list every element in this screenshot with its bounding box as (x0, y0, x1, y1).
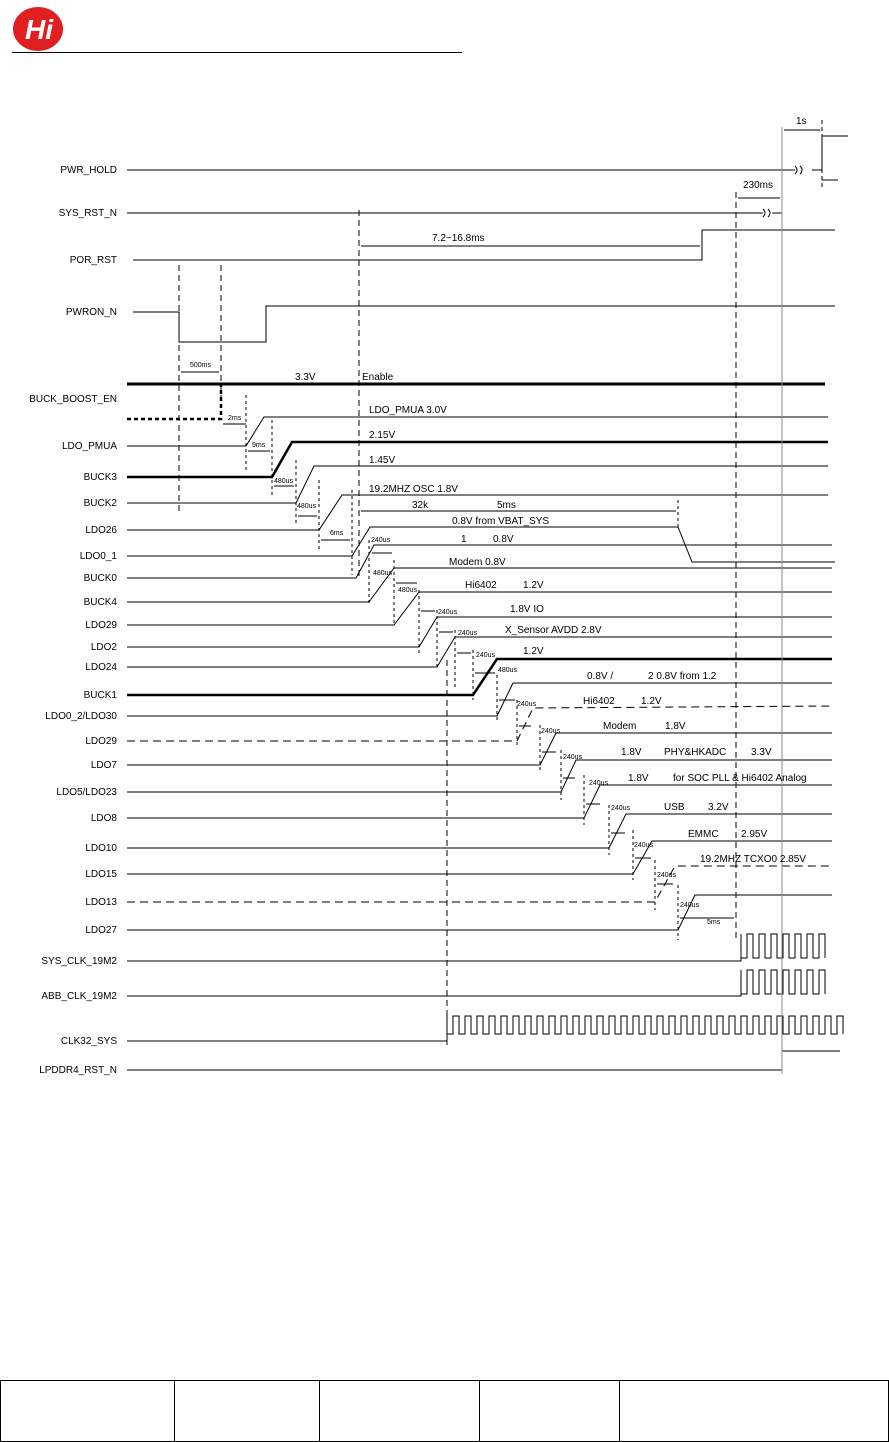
voltage-label: 2.15V (369, 430, 396, 441)
voltage-label: 1.45V (369, 455, 396, 466)
signal-label: LDO29 (85, 620, 117, 631)
timing-label: 480us (297, 503, 317, 510)
timing-label: 480us (274, 478, 294, 485)
rail-label: Hi6402 (465, 580, 497, 591)
timing-label: 32k (412, 500, 429, 511)
footer-table (0, 1380, 889, 1442)
signal-label: LDO0_1 (79, 551, 117, 562)
timing-label: 240us (541, 728, 561, 735)
rail-label: USB (664, 802, 685, 813)
signal-label: LDO24 (85, 662, 117, 673)
signal-label: BUCK0 (83, 573, 117, 584)
signal-label: PWRON_N (65, 307, 117, 318)
rail-label: 19.2MHZ TCXO0 2.85V (700, 854, 806, 865)
timing-label: 500ms (190, 362, 212, 369)
rail-label: Hi6402 (583, 696, 615, 707)
voltage-label: 1 (461, 534, 467, 545)
signal-label: LDO10 (85, 843, 117, 854)
timing-label: 7.2~16.8ms (432, 233, 485, 244)
timing-label: 240us (589, 780, 609, 787)
timing-label: 240us (657, 872, 677, 879)
timing-label: 5ms (497, 500, 516, 511)
signal-label: LDO7 (90, 760, 117, 771)
timing-label: 240us (517, 701, 537, 708)
timing-label: 240us (458, 630, 478, 637)
rail-label: 2 0.8V from 1.2 (648, 671, 717, 682)
signal-label: POR_RST (69, 255, 117, 266)
voltage-label: 3.2V (708, 802, 729, 813)
rail-label: 0.8V from VBAT_SYS (452, 516, 550, 527)
signal-label: BUCK_BOOST_EN (29, 394, 117, 405)
footer-cell (175, 1381, 320, 1442)
rail-label: 19.2MHZ OSC 1.8V (369, 484, 458, 495)
signal-label: SYS_CLK_19M2 (41, 956, 117, 967)
rail-label: X_Sensor AVDD 2.8V (505, 625, 602, 636)
voltage-label: 1.2V (641, 696, 662, 707)
footer-cell (1, 1381, 175, 1442)
signal-label: BUCK3 (83, 472, 117, 483)
voltage-label: 1.8V (628, 773, 649, 784)
timing-label: 240us (371, 537, 391, 544)
logo-text: Hi (25, 14, 53, 45)
signal-label: LDO15 (85, 869, 117, 880)
signal-label: BUCK1 (83, 690, 117, 701)
signal-label: LDO5/LDO23 (56, 787, 117, 798)
footer-cell (480, 1381, 620, 1442)
signal-label: LDO8 (90, 813, 117, 824)
signal-label: LDO29 (85, 736, 117, 747)
signal-label: LDO27 (85, 925, 117, 936)
voltage-label: 2.95V (741, 829, 768, 840)
timing-label: 2ms (228, 415, 242, 422)
footer-cell (620, 1381, 889, 1442)
signal-label: SYS_RST_N (58, 208, 117, 219)
voltage-label: 1.2V (523, 646, 544, 657)
timing-label: 240us (476, 652, 496, 659)
timing-label: 240us (634, 842, 654, 849)
signal-label: BUCK4 (83, 597, 117, 608)
timing-label: 5ms (707, 919, 721, 926)
voltage-label: 0.8V (493, 534, 514, 545)
signal-label: PWR_HOLD (60, 165, 117, 176)
voltage-label: 1.8V (665, 721, 686, 732)
signal-label: LPDDR4_RST_N (39, 1065, 117, 1076)
timing-label: 240us (680, 902, 700, 909)
signal-label: LDO0_2/LDO30 (45, 711, 117, 722)
signal-label: BUCK2 (83, 498, 117, 509)
signal-label: LDO26 (85, 525, 117, 536)
rail-label: 0.8V / (587, 671, 614, 682)
rail-label: EMMC (688, 829, 719, 840)
timing-label: 6ms (330, 530, 344, 537)
signal-label: LDO13 (85, 897, 117, 908)
voltage-label: 1.8V (621, 747, 642, 758)
voltage-label: 3.3V (751, 747, 772, 758)
timing-label: 480us (398, 587, 418, 594)
timing-label: 230ms (743, 180, 774, 191)
timing-label: 1s (796, 116, 807, 127)
signal-label: ABB_CLK_19M2 (41, 991, 117, 1002)
rail-label: Modem 0.8V (449, 557, 506, 568)
voltage-label: 1.2V (523, 580, 544, 591)
timing-label: 9ms (252, 442, 266, 449)
signal-label: CLK32_SYS (60, 1036, 117, 1047)
timing-label: 240us (438, 609, 458, 616)
timing-label: 240us (563, 754, 583, 761)
voltage-label: 3.3V (295, 372, 316, 383)
footer-cell (320, 1381, 480, 1442)
rail-label: PHY&HKADC (664, 747, 727, 758)
rail-label: for SOC PLL & Hi6402 Analog (673, 773, 807, 784)
rail-label: LDO_PMUA 3.0V (369, 405, 447, 416)
rail-label: 1.8V IO (510, 604, 544, 615)
signal-label: LDO_PMUA (61, 441, 117, 452)
timing-label: 480us (373, 570, 393, 577)
timing-label: 240us (611, 805, 631, 812)
rail-label: Modem (603, 721, 637, 732)
signal-label: LDO2 (90, 642, 117, 653)
rail-label: Enable (362, 372, 394, 383)
timing-label: 480us (498, 667, 518, 674)
